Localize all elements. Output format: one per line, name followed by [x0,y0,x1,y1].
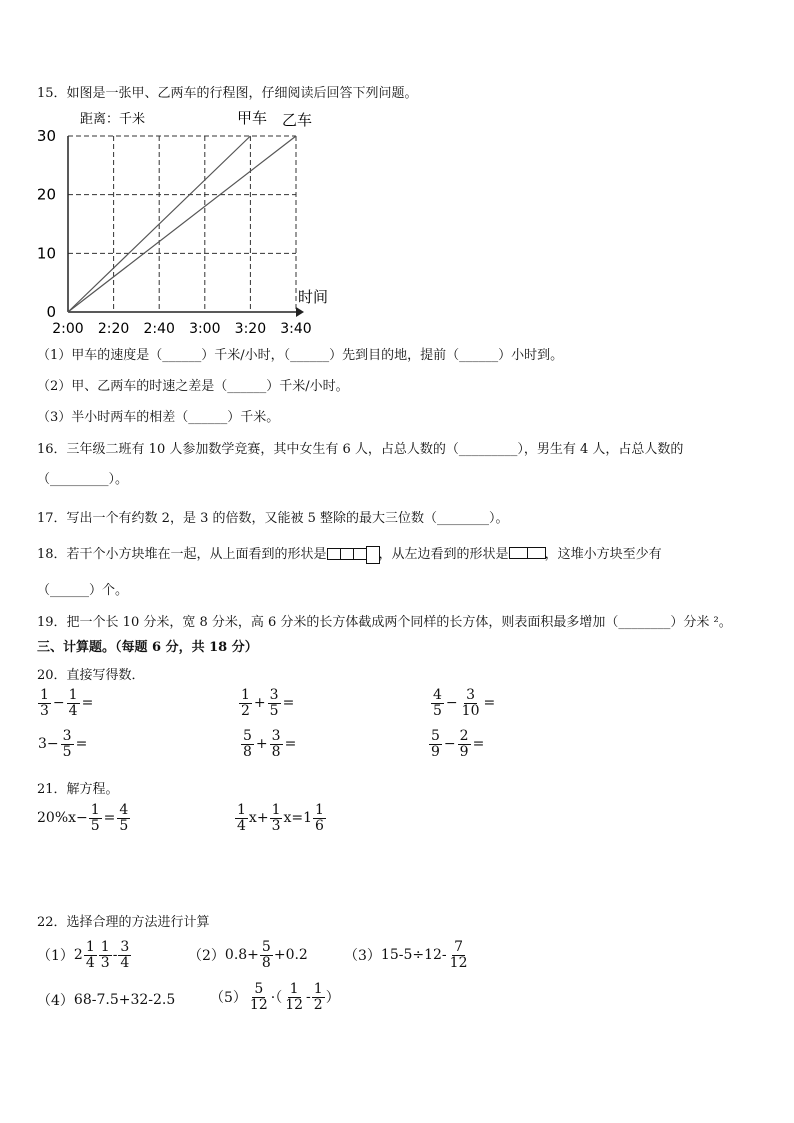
legend-car-a: 甲车 [237,109,268,127]
x-tick-label: 2:40 [143,321,175,337]
x-axis-arrow [296,307,304,317]
q20-title: 20．直接写得数． [37,668,145,683]
series-line-car-b [68,136,296,312]
q15-sub3: （3）半小时两车的相差（______）千米。 [37,410,280,425]
q21-title: 21．解方程。 [37,782,119,797]
y-tick-label: 10 [36,244,56,263]
q20-expr-1: $\frac{1}{3}$ − $\frac{1}{4}$ = [40,687,94,719]
x-tick-label: 3:00 [189,321,221,337]
left-view-shape [509,547,545,563]
q16-line2: （_________）。 [37,472,129,487]
q18-part1: 18．若干个小方块堆在一起，从上面看到的形状是 [37,547,327,562]
q22-calc-4: （4） 68-7.5+32-2.5 [37,992,176,1009]
legend-car-b: 乙车 [282,111,313,129]
q20-expr-3: $\frac{4}{5}$ − $\frac{3}{10}$ = [433,687,496,719]
x-tick-label: 2:20 [97,321,130,337]
y-tick-label: 20 [36,185,56,204]
q21-equation-1: 20%x− $\frac{1}{5}$ = $\frac{4}{5}$ [37,802,129,834]
q22-calc-5: （5） $\frac{5}{12}$ ·（ $\frac{1}{12}$ - $\frac{1}{2}$ ） [210,981,340,1013]
section-3-heading: 三、计算题。（每题 6 分，共 18 分） [37,640,258,655]
q17-text: 17．写出一个有约数 2，是 3 的倍数，又能被 5 整除的最大三位数（________）。 [37,511,509,526]
travel-chart [30,106,350,342]
q18-part3: ，这堆小方块至少有 [544,547,662,562]
y-tick-label: 30 [36,127,56,145]
q15-sub1: （1）甲车的速度是（______）千米/小时，（______）先到目的地，提前（______）小时到。 [37,348,564,363]
q22-calc-3: （3） 15-5÷12- $\frac{7}{12}$ [344,939,468,971]
x-tick-label: 3:20 [234,321,267,337]
q21-equation-2: $\frac{1}{4}$ x+ $\frac{1}{3}$ x= 1 $\frac{1}{6}$ [237,802,324,834]
q22-calc-2: （2） 0.8+ $\frac{5}{8}$ +0.2 [188,939,308,971]
x-tick-label: 3:40 [280,321,312,337]
chart-ylabel: 距离：千米 [80,112,146,127]
top-view-shape [327,546,379,564]
q22-title: 22．选择合理的方法进行计算 [37,915,210,930]
q22-calc-1: （1） 2 $\frac{1}{4}$ $\frac{1}{3}$ - $\frac{3}{4}$ [37,939,130,971]
chart-xlabel: 时间 [298,288,329,306]
q18-part2: ，从左边看到的形状是 [378,547,509,562]
q18-line1 [37,543,662,564]
q18-line2: （______）个。 [37,583,129,598]
q19-text: 19．把一个长 10 分米，宽 8 分米，高 6 分米的长方体截成两个同样的长方体，则表面积最多增加（________）分米 ²。 [37,615,732,630]
q16-line1: 16．三年级二班有 10 人参加数学竞赛，其中女生有 6 人，占总人数的（_________），男生有 4 人，占总人数的 [37,442,684,457]
q20-expr-2: $\frac{1}{2}$ + $\frac{3}{5}$ = [241,687,295,719]
y-tick-label: 0 [46,303,56,321]
q15-title: 15．如图是一张甲、乙两车的行程图，仔细阅读后回答下列问题。 [37,86,418,101]
q15-sub2: （2）甲、乙两车的时速之差是（______）千米/小时。 [37,379,349,394]
x-tick-label: 2:00 [52,321,84,337]
q20-expr-4: 3− $\frac{3}{5}$ = [38,728,88,760]
q20-expr-5: $\frac{5}{8}$ + $\frac{3}{8}$ = [243,728,297,760]
q20-expr-6: $\frac{5}{9}$ − $\frac{2}{9}$ = [431,728,485,760]
